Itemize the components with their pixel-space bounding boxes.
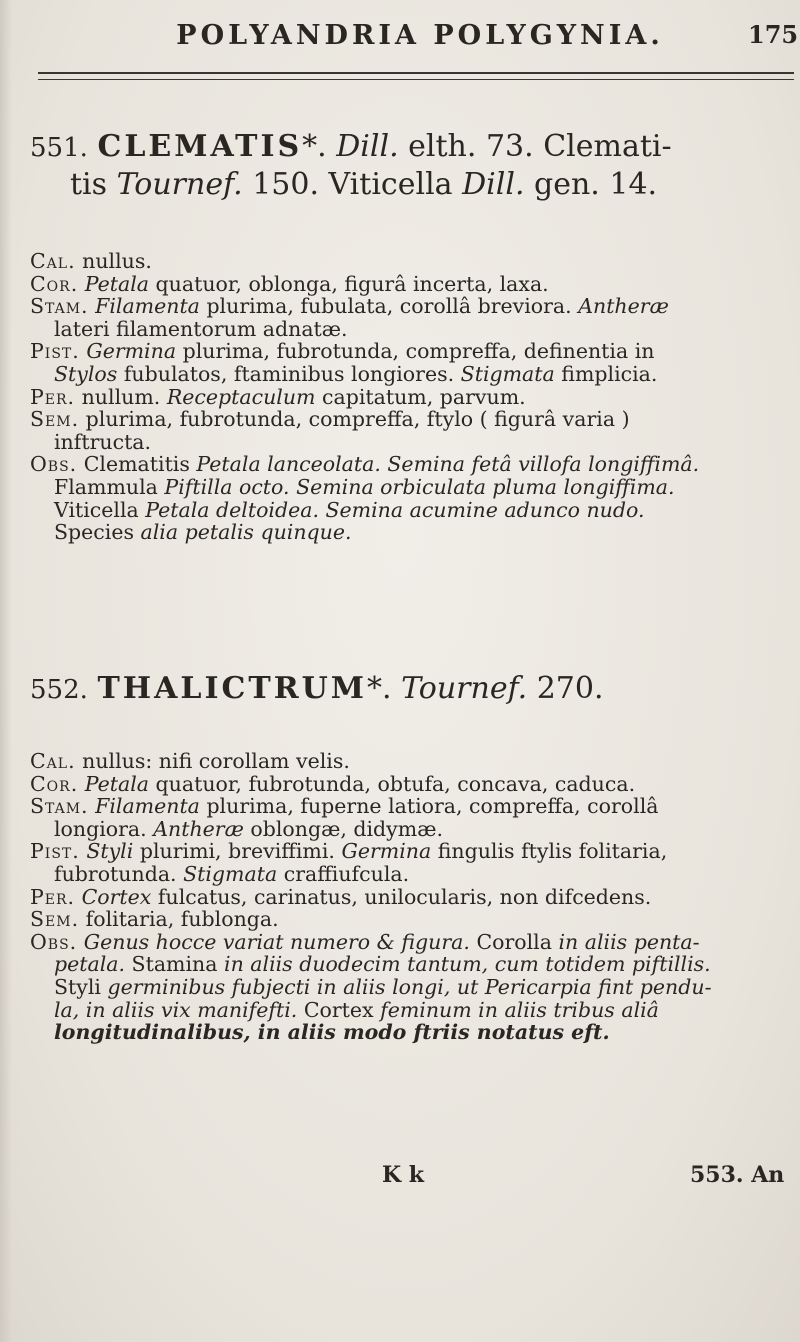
section-label: Cal.	[30, 249, 76, 273]
entry-term: Petala deltoidea. Semina acumine adunco nudo.	[145, 497, 645, 522]
entry-term: Stigmata	[183, 861, 278, 886]
entry-text: nullus.	[82, 249, 152, 273]
calyx-entry	[30, 750, 765, 773]
entry-text: plurima, fubrotunda, compreffa, definentia in	[182, 339, 655, 364]
corolla-entry	[30, 773, 765, 796]
entry-text: craffiufcula.	[283, 861, 410, 886]
heading-author: Dill.	[462, 167, 525, 202]
entry-term: Antheræ	[578, 294, 669, 319]
corolla-entry	[30, 273, 765, 296]
pistil-entry	[30, 840, 765, 863]
heading-text: tis	[70, 167, 108, 202]
entry-text: oblongæ, didymæ.	[250, 816, 443, 841]
stamen-entry	[30, 295, 765, 318]
genus-mark: *.	[302, 129, 327, 164]
entry-text: nullum.	[81, 384, 161, 409]
heading-text: 150.	[252, 167, 319, 202]
entry-text: Clematitis	[83, 452, 190, 477]
entry-text: Styli	[54, 974, 101, 999]
entry-text: plurima, fubrotunda, compreffa, ftylo ( figurâ varia )	[85, 407, 630, 432]
entry-text: fubulatos, ftaminibus longiores.	[123, 361, 455, 386]
entry-term: in aliis penta-	[558, 929, 700, 954]
observation-line-4	[30, 999, 765, 1022]
section-label: Per.	[30, 384, 76, 409]
section-label: Sem.	[30, 907, 80, 932]
entry-term: germinibus fubjecti in aliis longi, ut	[107, 974, 479, 999]
observation-entry	[30, 453, 765, 476]
entry-term: petala.	[54, 952, 126, 977]
entry-text: folitaria, fublonga.	[85, 907, 279, 932]
entry-term: la, in aliis vix manifefti.	[54, 997, 298, 1022]
section-label: Obs.	[30, 452, 78, 477]
entry-term: feminum in aliis tribus aliâ	[380, 997, 659, 1022]
entry-term: Pericarpia fint pendu-	[484, 974, 712, 999]
entry-term: Receptaculum	[166, 384, 316, 409]
heading-text: Viticella	[328, 167, 453, 202]
entry-text: Flammula	[54, 474, 158, 499]
seed-entry-continued	[30, 431, 765, 454]
genus-heading-clematis	[30, 128, 800, 167]
observation-entry	[30, 931, 765, 954]
section-label: Sem.	[30, 407, 80, 432]
entry-term: Germina	[86, 339, 177, 364]
entry-term: Genus hocce variat numero & figura.	[83, 929, 470, 954]
entry-text: plurimi, breviffimi.	[139, 839, 335, 864]
entry-text: plurima, fuperne latiora, compreffa, corollâ	[206, 794, 659, 819]
reference-continued: Clemati-	[543, 129, 672, 164]
observation-species	[30, 521, 765, 544]
genus-number: 551.	[30, 133, 88, 163]
entry-term: Piftilla octo. Semina orbiculata pluma longiffima.	[164, 474, 675, 499]
pistil-entry	[30, 340, 765, 363]
section-label: Obs.	[30, 929, 78, 954]
entry-text: fimplicia.	[561, 361, 658, 386]
genus-heading-thalictrum	[30, 670, 800, 709]
genus-name: THALICTRUM	[97, 671, 368, 706]
entry-text: Viticella	[54, 497, 139, 522]
entry-text: quatuor, fubrotunda, obtufa, concava, caduca.	[155, 771, 636, 796]
observation-line-2	[30, 953, 765, 976]
section-label: Stam.	[30, 294, 89, 319]
entry-term: Styli	[86, 839, 134, 864]
entry-term: Cortex	[81, 884, 152, 909]
pistil-entry-continued	[30, 863, 765, 886]
entry-term: Stylos	[54, 361, 118, 386]
entry-text: fingulis ftylis folitaria,	[437, 839, 668, 864]
entry-text: lateri filamentorum adnatæ.	[54, 316, 348, 341]
section-label: Pist.	[30, 839, 80, 864]
entry-term: Petala	[84, 771, 150, 796]
seed-entry	[30, 908, 765, 931]
entry-text: nullus: nifi corollam velis.	[82, 749, 350, 773]
section-label: Per.	[30, 884, 76, 909]
entry-term: alia petalis quinque.	[140, 520, 352, 545]
page-number: 175	[748, 20, 799, 49]
running-head: POLYANDRIA POLYGYNIA.	[176, 20, 664, 51]
entry-term: Filamenta	[95, 794, 200, 819]
section-label: Cor.	[30, 771, 79, 796]
gutter-shadow	[0, 0, 12, 1342]
reference-detail: 270.	[536, 671, 604, 706]
genus-number: 552.	[30, 675, 88, 705]
signature-mark: K k	[382, 1162, 425, 1188]
entry-text: Species	[54, 520, 134, 545]
entry-text: Corolla	[476, 929, 552, 954]
entry-term: Filamenta	[95, 294, 200, 319]
pericarp-entry	[30, 886, 765, 909]
reference-detail: elth. 73.	[408, 129, 534, 164]
section-label: Stam.	[30, 794, 89, 819]
pistil-entry-continued	[30, 363, 765, 386]
reference-author: Dill.	[336, 129, 399, 164]
entry-text: inftructa.	[54, 429, 152, 454]
stamen-entry-continued	[30, 318, 765, 341]
entry-text: longiora.	[54, 816, 147, 841]
entry-text: plurima, fubulata, corollâ breviora.	[206, 294, 572, 319]
entry-text: fulcatus, carinatus, unilocularis, non difcedens.	[157, 884, 652, 909]
description-clematis	[30, 250, 765, 544]
entry-term: longitudinalibus, in aliis modo ftriis notatus eft.	[54, 1020, 610, 1045]
pericarp-entry	[30, 386, 765, 409]
header-rule	[38, 72, 794, 80]
description-thalictrum	[30, 750, 765, 1044]
heading-author: Tournef.	[116, 167, 243, 202]
heading-text: gen. 14.	[534, 167, 658, 202]
catchword: 553. An	[690, 1162, 785, 1188]
entry-term: Antheræ	[153, 816, 244, 841]
stamen-entry-continued	[30, 818, 765, 841]
observation-flammula	[30, 476, 765, 499]
reference-author: Tournef.	[401, 671, 528, 706]
entry-text: fubrotunda.	[54, 861, 177, 886]
genus-name: CLEMATIS	[97, 129, 303, 164]
entry-text: capitatum, parvum.	[322, 384, 526, 409]
section-label: Cor.	[30, 271, 79, 296]
entry-text: Stamina	[131, 952, 218, 977]
seed-entry	[30, 408, 765, 431]
entry-term: Germina	[341, 839, 432, 864]
observation-line-5	[30, 1021, 765, 1044]
section-label: Cal.	[30, 749, 76, 773]
stamen-entry	[30, 795, 765, 818]
entry-text: quatuor, oblonga, figurâ incerta, laxa.	[155, 271, 549, 296]
section-label: Pist.	[30, 339, 80, 364]
entry-term: Stigmata	[460, 361, 555, 386]
entry-text: Cortex	[303, 997, 374, 1022]
entry-term: Petala lanceolata. Semina fetâ villofa longiffimâ.	[196, 452, 700, 477]
observation-viticella	[30, 499, 765, 522]
entry-term: Petala	[84, 271, 150, 296]
genus-mark: *.	[367, 671, 392, 706]
calyx-entry	[30, 250, 765, 273]
observation-line-3	[30, 976, 765, 999]
genus-heading-line-2	[70, 166, 657, 204]
entry-term: in aliis duodecim tantum, cum totidem piftillis.	[224, 952, 711, 977]
